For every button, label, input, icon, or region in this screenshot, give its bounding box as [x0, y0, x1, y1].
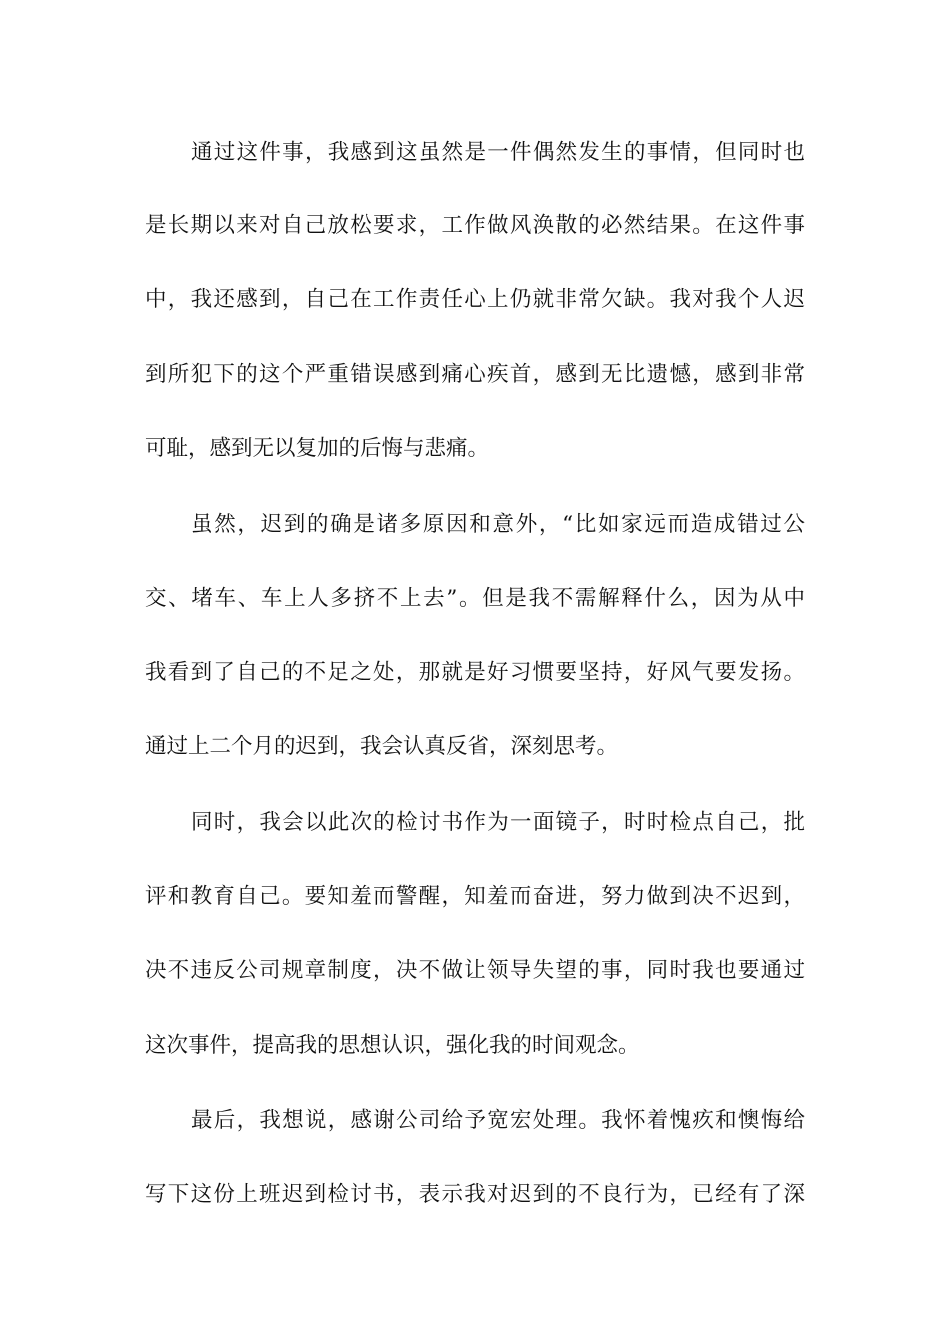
paragraph-3-line-1: 同时，我会以此次的检讨书作为一面镜子，时时检点自己，批 [191, 810, 805, 835]
paragraph-1-line-3: 中，我还感到，自己在工作责任心上仍就非常欠缺。我对我个人迟 [145, 287, 805, 312]
paragraph-1-line-5: 可耻，感到无以复加的后悔与悲痛。 [145, 436, 490, 461]
paragraph-4-line-1: 最后，我想说，感谢公司给予宽宏处理。我怀着愧疚和懊悔给 [191, 1108, 805, 1133]
paragraph-2-line-1: 虽然，迟到的确是诸多原因和意外，“比如家远而造成错过公 [191, 512, 805, 537]
paragraph-1-line-4: 到所犯下的这个严重错误感到痛心疾首，感到无比遗憾，感到非常 [145, 362, 805, 387]
paragraph-1-line-1: 通过这件事，我感到这虽然是一件偶然发生的事情，但同时也 [191, 140, 805, 165]
paragraph-3-line-3: 决不违反公司规章制度，决不做让领导失望的事，同时我也要通过 [145, 958, 805, 983]
paragraph-2-line-2: 交、堵车、车上人多挤不上去”。但是我不需解释什么，因为从中 [145, 586, 805, 611]
paragraph-2-line-4: 通过上二个月的迟到，我会认真反省，深刻思考。 [145, 734, 619, 759]
paragraph-3-line-4: 这次事件，提高我的思想认识，强化我的时间观念。 [145, 1033, 640, 1058]
paragraph-2-line-3: 我看到了自己的不足之处，那就是好习惯要坚持，好风气要发扬。 [145, 660, 805, 685]
paragraph-4-line-2: 写下这份上班迟到检讨书，表示我对迟到的不良行为，已经有了深 [145, 1182, 805, 1207]
paragraph-3-line-2: 评和教育自己。要知羞而警醒，知羞而奋进，努力做到决不迟到， [145, 884, 805, 909]
paragraph-1-line-2: 是长期以来对自己放松要求，工作做风涣散的必然结果。在这件事 [145, 213, 805, 238]
